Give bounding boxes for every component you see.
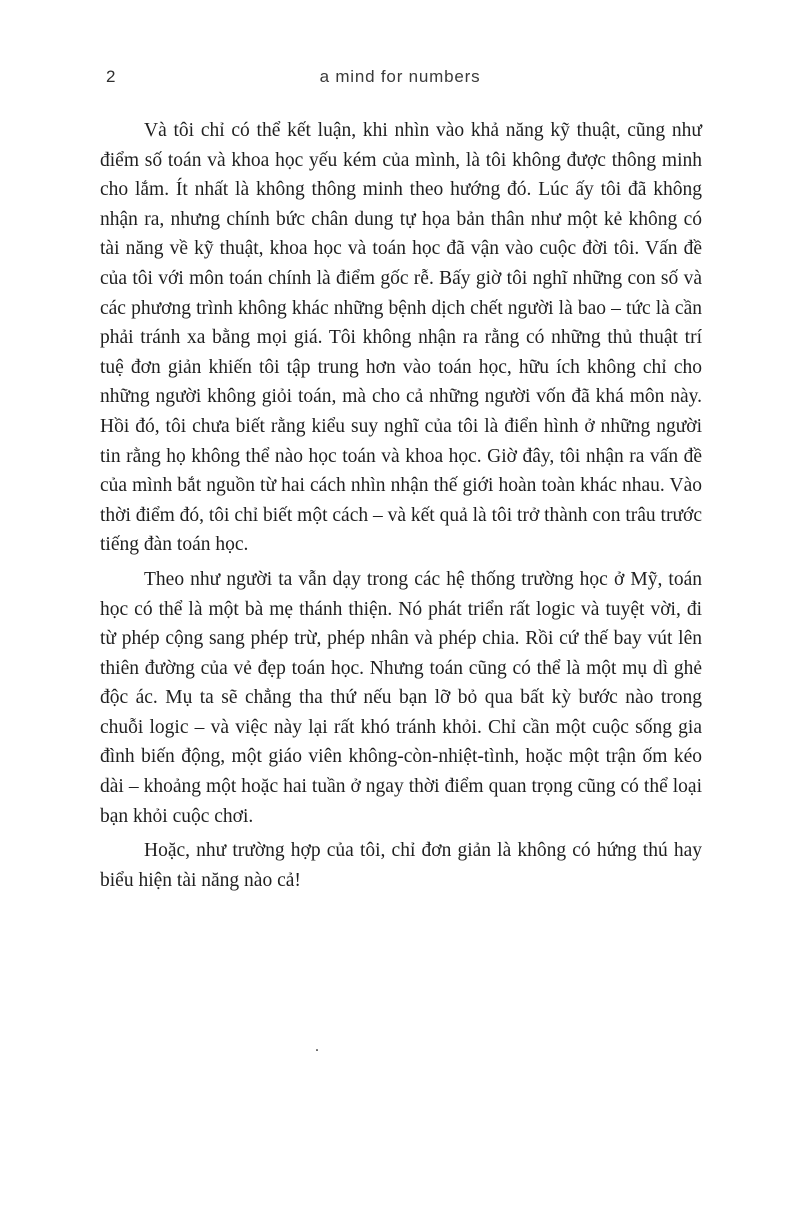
page-number: 2 <box>106 67 116 86</box>
running-header: a mind for numbers <box>319 67 481 86</box>
stray-scan-mark: . <box>315 1038 319 1055</box>
page-body <box>100 116 702 895</box>
paragraph-2: Theo như người ta vẫn dạy trong các hệ thống trường học ở Mỹ, toán học có thể là một bà mẹ thánh thiện. Nó phát triển rất logic và tuyệt vời, đi từ phép cộng sang phép trừ, phép nhân và phép chia. Rồi cứ thế bay vút lên thiên đường của vẻ đẹp toán học. Nhưng toán cũng có thể là một mụ dì ghẻ độc ác. Mụ ta sẽ chẳng tha thứ nếu bạn lỡ bỏ qua bất kỳ bước nào trong chuỗi logic – và việc này lại rất khó tránh khỏi. Chỉ cần một cuộc sống gia đình biến động, một giáo viên không-còn-nhiệt-tình, hoặc một trận ốm kéo dài – khoảng một hoặc hai tuần ở ngay thời điểm quan trọng cũng có thể loại bạn khỏi cuộc chơi. <box>100 568 702 827</box>
paragraph-1: Và tôi chỉ có thể kết luận, khi nhìn vào khả năng kỹ thuật, cũng như điểm số toán và khoa học yếu kém của mình, là tôi không được thông minh cho lắm. Ít nhất là không thông minh theo hướng đó. Lúc ấy tôi đã không nhận ra, nhưng chính bức chân dung tự họa bản thân như một kẻ không có tài năng về kỹ thuật, khoa học và toán học đã vận vào cuộc đời tôi. Vấn đề của tôi với môn toán chính là điểm gốc rễ. Bấy giờ tôi nghĩ những con số và các phương trình không khác những bệnh dịch chết người là bao – tức là cần phải tránh xa bằng mọi giá. Tôi không nhận ra rằng có những thủ thuật trí tuệ đơn giản khiến tôi tập trung hơn vào toán học, hữu ích không chỉ cho những người không giỏi toán, mà cho cả những người vốn đã khá môn này. Hồi đó, tôi chưa biết rằng kiểu suy nghĩ của tôi là điển hình ở những người tin rằng họ không thể nào học toán và khoa học. Giờ đây, tôi nhận ra vấn đề của mình bắt nguồn từ hai cách nhìn nhận thế giới hoàn toàn khác nhau. Vào thời điểm đó, tôi chỉ biết một cách – và kết quả là tôi trở thành con trâu trước tiếng đàn toán học. <box>100 120 702 556</box>
page-header <box>0 66 800 88</box>
paragraph-3: Hoặc, như trường hợp của tôi, chỉ đơn giản là không có hứng thú hay biểu hiện tài năng nào cả! <box>100 840 702 891</box>
